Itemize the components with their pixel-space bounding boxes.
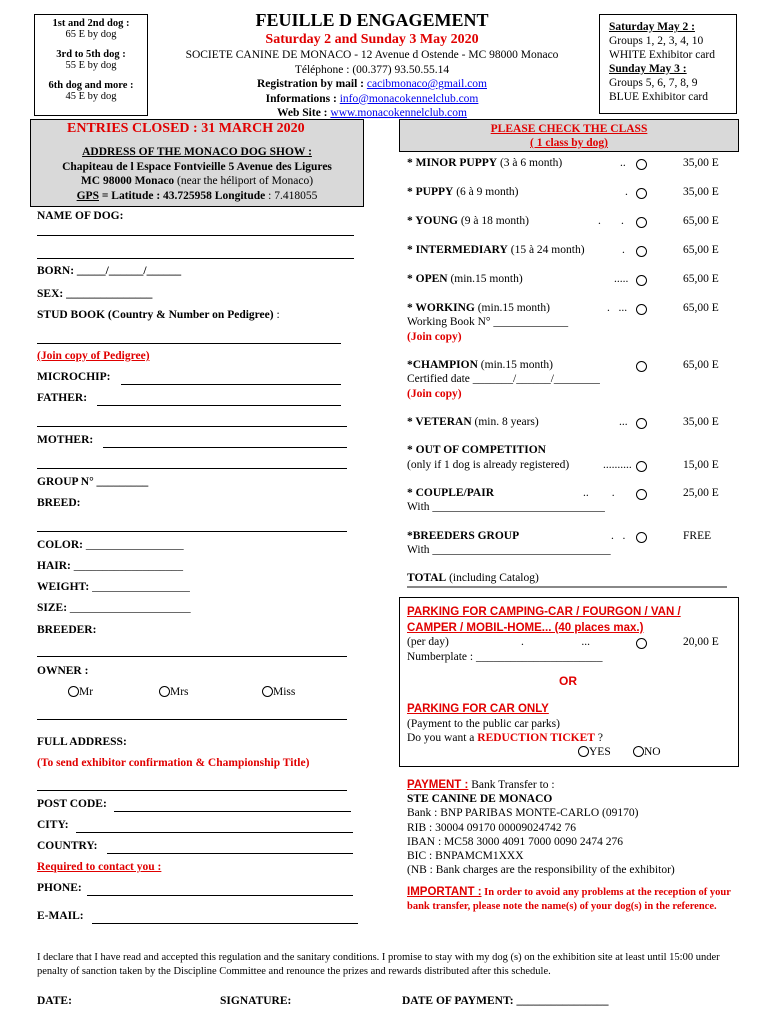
price-working: 65,00 E: [683, 302, 719, 314]
required-note: Required to contact you :: [37, 861, 162, 873]
mother-label: MOTHER:: [37, 434, 94, 446]
radio-out-of-competition[interactable]: [636, 461, 647, 472]
owner-name-field[interactable]: [37, 719, 347, 720]
class-row-breeders-group[interactable]: *BREEDERS GROUP: [407, 530, 520, 542]
class-row-out-of-competition[interactable]: * OUT OF COMPETITION: [407, 444, 546, 456]
dog-name-label: NAME OF DOG:: [37, 210, 124, 222]
saturday-card: WHITE Exhibitor card: [609, 49, 716, 61]
groups-box: [599, 14, 737, 114]
footer-date-label: DATE:: [37, 995, 72, 1007]
pricing-value-3: 45 E by dog: [65, 91, 117, 102]
payment-rib: RIB : 30004 09170 00009024742 76: [407, 821, 576, 834]
dots-minor-puppy: ..: [620, 157, 626, 169]
stud-book-label: STUD BOOK (Country & Number on Pedigree) :: [37, 309, 280, 321]
dots-couple: .. .: [583, 487, 615, 499]
sunday-groups: Groups 5, 6, 7, 8, 9: [609, 77, 698, 89]
city-label: CITY:: [37, 819, 69, 831]
radio-young[interactable]: [636, 217, 647, 228]
address-line-1: Chapiteau de l Espace Fontvieille 5 Avenue des Ligures: [62, 160, 332, 173]
dots-veteran: ...: [619, 416, 628, 428]
info-email-link[interactable]: info@monacokennelclub.com: [339, 92, 479, 105]
camping-parking-price: 20,00 E: [683, 636, 719, 648]
price-out-of-competition: 15,00 E: [683, 459, 719, 471]
microchip-field[interactable]: [121, 384, 341, 385]
price-young: 65,00 E: [683, 215, 719, 227]
price-veteran: 35,00 E: [683, 416, 719, 428]
payment-nb: (NB : Bank charges are the responsibility of the exhibitor): [407, 864, 675, 877]
send-note: (To send exhibitor confirmation & Championship Title): [37, 757, 310, 769]
phone-label: PHONE:: [37, 882, 82, 894]
footer-payment-date: DATE OF PAYMENT: ________________: [402, 995, 609, 1007]
pricing-value-1: 65 E by dog: [65, 29, 117, 40]
sunday-title: Sunday May 3 :: [609, 63, 687, 75]
radio-mr[interactable]: [68, 686, 79, 697]
declaration-text: I declare that I have read and accepted this regulation and the sanitary conditions. I promise to stay with my dog (s) on the exhibition site at least until 15:00 under penalty of sanction taken by the Discipline Committee and renounce the prizes and rewards distributed after this schedule.: [37, 952, 720, 977]
radio-open[interactable]: [636, 275, 647, 286]
saturday-groups: Groups 1, 2, 3, 4, 10: [609, 35, 704, 47]
footer-signature-label: SIGNATURE:: [220, 995, 292, 1007]
post-code-label: POST CODE:: [37, 798, 107, 810]
full-address-label: FULL ADDRESS:: [37, 736, 127, 748]
radio-working[interactable]: [636, 304, 647, 315]
page-title: FEUILLE D ENGAGEMENT: [255, 10, 489, 30]
dog-name-field-2[interactable]: [37, 258, 354, 259]
dots-young: . .: [598, 215, 624, 227]
reduction-question: Do you want a REDUCTION TICKET ?: [407, 732, 603, 744]
radio-camping-parking[interactable]: [636, 638, 647, 649]
dots-puppy: .: [625, 186, 628, 198]
country-label: COUNTRY:: [37, 840, 98, 852]
city-field[interactable]: [76, 832, 353, 833]
radio-mrs[interactable]: [159, 686, 170, 697]
father-label: FATHER:: [37, 392, 88, 404]
class-row-working[interactable]: * WORKING (min.15 month): [407, 302, 550, 314]
couple-with: With ______________________________: [407, 501, 605, 513]
join-pedigree-note: (Join copy of Pedigree): [37, 350, 150, 362]
saturday-title: Saturday May 2 :: [609, 21, 695, 33]
website-link[interactable]: www.monacokennelclub.com: [330, 107, 467, 119]
class-row-champion[interactable]: *CHAMPION (min.15 month): [407, 359, 553, 371]
class-row-veteran[interactable]: * VETERAN (min. 8 years): [407, 416, 539, 428]
payment-title: PAYMENT : Bank Transfer to :: [407, 779, 555, 791]
ooc-note: (only if 1 dog is already registered): [407, 459, 570, 471]
dog-name-field[interactable]: [37, 235, 354, 236]
car-parking-title: PARKING FOR CAR ONLY: [407, 703, 549, 715]
stud-book-field[interactable]: [37, 343, 341, 344]
payment-bic: BIC : BNPAMCM1XXX: [407, 850, 524, 863]
address-title: ADDRESS OF THE MONACO DOG SHOW :: [82, 146, 312, 158]
car-parking-note: (Payment to the public car parks): [407, 718, 560, 730]
price-breeders-group: FREE: [683, 530, 712, 542]
dots-intermediary: .: [622, 244, 625, 256]
price-puppy: 35,00 E: [683, 186, 719, 198]
champion-join-copy: (Join copy): [407, 388, 462, 400]
dots-breeders: . .: [611, 530, 626, 542]
pricing-label-3: 6th dog and more :: [48, 80, 134, 91]
price-champion: 65,00 E: [683, 359, 719, 371]
info-line: Informations : info@monacokennelclub.com: [265, 92, 479, 105]
per-day-dots: . ...: [521, 636, 590, 648]
radio-no[interactable]: [633, 746, 644, 757]
phone-line: Téléphone : (00.377) 93.50.55.14: [294, 63, 450, 76]
father-field-2[interactable]: [37, 426, 347, 427]
numberplate-field[interactable]: Numberplate : ______________________: [407, 651, 603, 663]
pricing-box: [34, 14, 148, 116]
group-label: GROUP N° _________: [37, 476, 149, 488]
per-day-label: (per day): [407, 636, 449, 648]
radio-breeders-group[interactable]: [636, 532, 647, 543]
website-line: Web Site : www.monacokennelclub.com: [277, 107, 467, 119]
price-couple-pair: 25,00 E: [683, 487, 719, 499]
owner-mr-option[interactable]: Mr: [68, 686, 93, 698]
radio-miss[interactable]: [262, 686, 273, 697]
reduction-no-option[interactable]: NO: [633, 746, 661, 758]
email-label: E-MAIL:: [37, 910, 84, 922]
country-field[interactable]: [107, 853, 353, 854]
breeder-label: BREEDER:: [37, 624, 97, 636]
pricing-label-2: 3rd to 5th dog :: [56, 49, 126, 60]
email-field[interactable]: [92, 923, 358, 924]
payment-beneficiary: STE CANINE DE MONACO: [407, 793, 553, 806]
class-row-intermediary[interactable]: * INTERMEDIARY (15 à 24 month): [407, 244, 585, 256]
color-label: COLOR: _________________: [37, 539, 184, 551]
father-field[interactable]: [97, 405, 341, 406]
payment-bank: Bank : BNP PARIBAS MONTE-CARLO (09170): [407, 807, 639, 820]
born-label: BORN: _____/______/______: [37, 265, 182, 277]
price-minor-puppy: 35,00 E: [683, 157, 719, 169]
address-line-2: MC 98000 Monaco (near the héliport of Monaco): [80, 175, 314, 187]
price-intermediary: 65,00 E: [683, 244, 719, 256]
class-row-minor-puppy[interactable]: * MINOR PUPPY (3 à 6 month): [407, 157, 563, 169]
dots-open: .....: [614, 273, 629, 285]
size-label: SIZE: _____________________: [37, 602, 191, 614]
class-row-young[interactable]: * YOUNG (9 à 18 month): [407, 215, 529, 227]
dots-working: . ...: [607, 302, 628, 314]
society-line: SOCIETE CANINE DE MONACO - 12 Avenue d Ostende - MC 98000 Monaco: [185, 49, 559, 61]
header: [152, 8, 592, 121]
hair-label: HAIR: ___________________: [37, 560, 183, 572]
pricing-label-1: 1st and 2nd dog :: [52, 18, 130, 29]
radio-champion[interactable]: [636, 361, 647, 372]
radio-yes[interactable]: [578, 746, 589, 757]
owner-miss-option[interactable]: Miss: [262, 686, 295, 698]
sunday-card: BLUE Exhibitor card: [609, 91, 709, 103]
breed-label: BREED:: [37, 497, 81, 509]
class-subheader: ( 1 class by dog): [530, 137, 608, 149]
important-note: IMPORTANT : In order to avoid any problems at the reception of your bank transfer, please note the name(s) of your dog(s) in the reference.: [407, 886, 731, 912]
sex-label: SEX: _______________: [37, 288, 153, 300]
mother-field[interactable]: [103, 447, 347, 448]
owner-label: OWNER :: [37, 665, 89, 677]
owner-mrs-option[interactable]: Mrs: [159, 686, 189, 698]
breeder-field[interactable]: [37, 656, 347, 657]
class-header: PLEASE CHECK THE CLASS: [490, 123, 648, 135]
payment-block: [407, 778, 737, 913]
class-header-box: [399, 119, 739, 152]
registration-line: Registration by mail : cacibmonaco@gmail.com: [256, 78, 487, 90]
entries-closed-text: ENTRIES CLOSED : 31 MARCH 2020: [67, 121, 305, 136]
pricing-value-2: 55 E by dog: [65, 60, 117, 71]
total-field[interactable]: [407, 586, 727, 588]
breed-field[interactable]: [37, 531, 347, 532]
microchip-label: MICROCHIP:: [37, 371, 111, 383]
dots-ooc: ..........: [603, 459, 632, 471]
registration-email-link[interactable]: cacibmonaco@gmail.com: [366, 78, 487, 90]
working-book: Working Book N° _____________: [407, 316, 569, 328]
class-row-couple-pair[interactable]: * COUPLE/PAIR: [407, 487, 494, 499]
phone-field[interactable]: [87, 895, 353, 896]
post-code-field[interactable]: [114, 811, 351, 812]
certified-date: Certified date _______/______/________: [407, 373, 600, 385]
event-dates: Saturday 2 and Sunday 3 May 2020: [265, 32, 479, 47]
working-join-copy: (Join copy): [407, 331, 462, 343]
radio-couple-pair[interactable]: [636, 489, 647, 500]
radio-veteran[interactable]: [636, 418, 647, 429]
mother-field-2[interactable]: [37, 468, 347, 469]
radio-minor-puppy[interactable]: [636, 159, 647, 170]
radio-puppy[interactable]: [636, 188, 647, 199]
or-separator: OR: [559, 674, 577, 688]
breeders-with: With _______________________________: [407, 544, 611, 556]
reduction-yes-option[interactable]: YES: [578, 746, 611, 758]
price-open: 65,00 E: [683, 273, 719, 285]
class-row-puppy[interactable]: * PUPPY (6 à 9 month): [407, 186, 519, 198]
total-line: TOTAL (including Catalog): [407, 572, 539, 584]
class-row-open[interactable]: * OPEN (min.15 month): [407, 273, 523, 285]
radio-intermediary[interactable]: [636, 246, 647, 257]
gps-line: GPS = Latitude : 43.725958 Longitude : 7.418055: [76, 189, 318, 202]
address-block: [32, 145, 362, 203]
address-field[interactable]: [37, 790, 347, 791]
weight-label: WEIGHT: _________________: [37, 581, 190, 593]
camping-parking-title: PARKING FOR CAMPING-CAR / FOURGON / VAN / CAMPER / MOBIL-HOME... (40 places max.): [407, 606, 681, 634]
payment-iban: IBAN : MC58 3000 4091 7000 0090 2474 276: [407, 835, 623, 848]
